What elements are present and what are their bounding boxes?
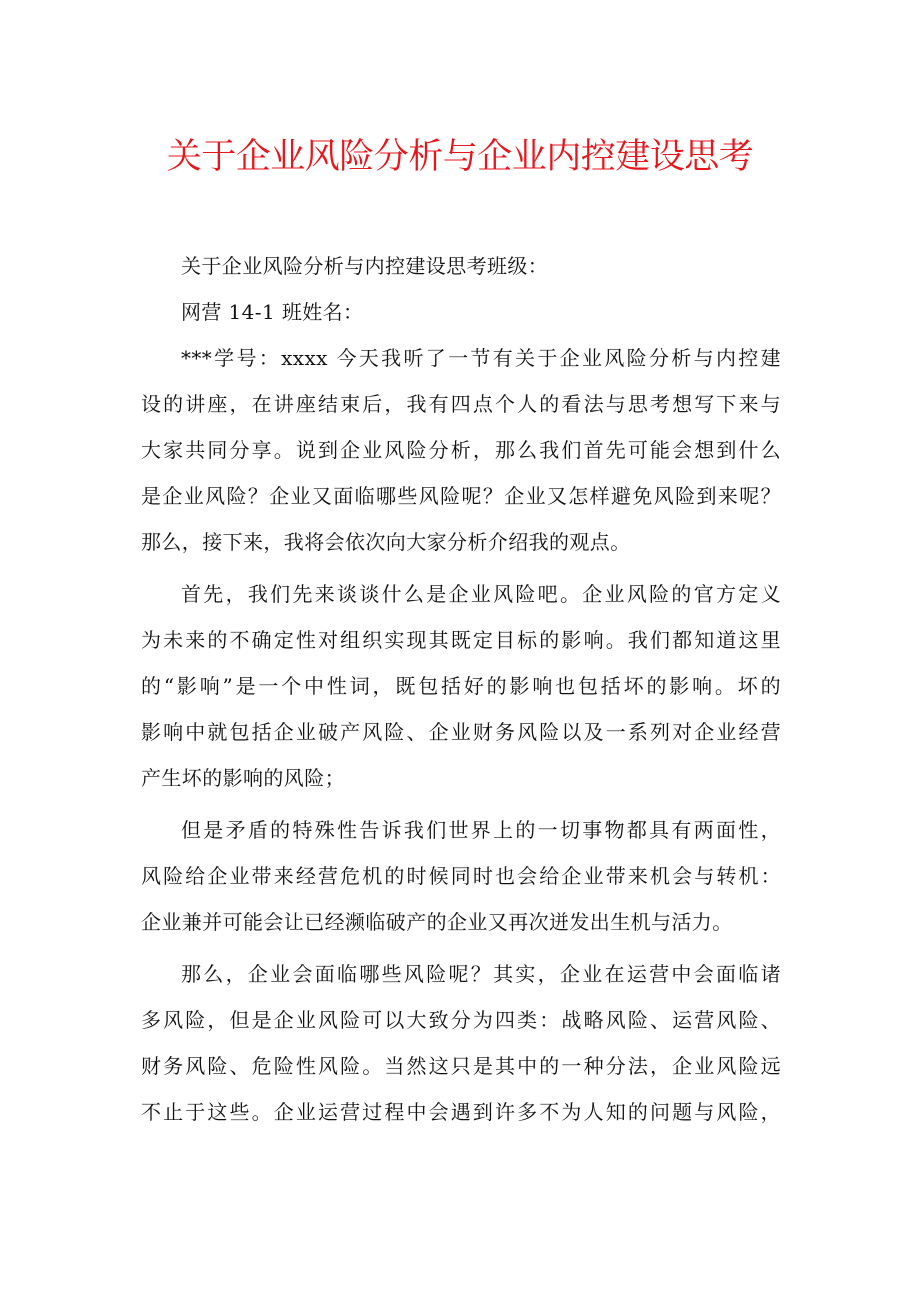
text-line: 大家共同分享。说到企业风险分析，那么我们首先可能会想到什么 xyxy=(141,438,781,462)
text-line: 风险给企业带来经营危机的时候同时也会给企业带来机会与转机： xyxy=(141,864,781,888)
text-line: 的“影响”是一个中性词，既包括好的影响也包括坏的影响。坏的 xyxy=(141,674,781,698)
text-line: 那么，接下来，我将会依次向大家分析介绍我的观点。 xyxy=(141,530,631,554)
text-line: 财务风险、危险性风险。当然这只是其中的一种分法，企业风险远 xyxy=(141,1054,781,1078)
text-line-class-info: 关于企业风险分析与内控建设思考班级： xyxy=(181,254,549,278)
text-line: 影响中就包括企业破产风险、企业财务风险以及一系列对企业经营 xyxy=(141,720,781,744)
document-body xyxy=(141,243,781,1135)
text-line: 设的讲座，在讲座结束后，我有四点个人的看法与思考想写下来与 xyxy=(141,392,781,416)
text-line: 是企业风险？企业又面临哪些风险呢？企业又怎样避免风险到来呢？ xyxy=(141,484,781,508)
document-title: 关于企业风险分析与企业内控建设思考 xyxy=(166,137,754,177)
text-line: 多风险，但是企业风险可以大致分为四类：战略风险、运营风险、 xyxy=(141,1008,781,1032)
text-line: 那么，企业会面临哪些风险呢？其实，企业在运营中会面临诸 xyxy=(181,962,781,986)
text-line-name-info: 网营 14-1 班姓名： xyxy=(181,300,364,324)
text-line: 但是矛盾的特殊性告诉我们世界上的一切事物都具有两面性， xyxy=(181,818,781,842)
text-line: ***学号：xxxx 今天我听了一节有关于企业风险分析与内控建 xyxy=(181,346,781,370)
text-line: 不止于这些。企业运营过程中会遇到许多不为人知的问题与风险， xyxy=(141,1100,781,1124)
text-line: 为未来的不确定性对组织实现其既定目标的影响。我们都知道这里 xyxy=(141,628,781,652)
text-line: 企业兼并可能会让已经濒临破产的企业又再次迸发出生机与活力。 xyxy=(141,910,733,934)
text-line: 首先，我们先来谈谈什么是企业风险吧。企业风险的官方定义 xyxy=(181,582,781,606)
text-line: 产生坏的影响的风险； xyxy=(141,766,345,790)
